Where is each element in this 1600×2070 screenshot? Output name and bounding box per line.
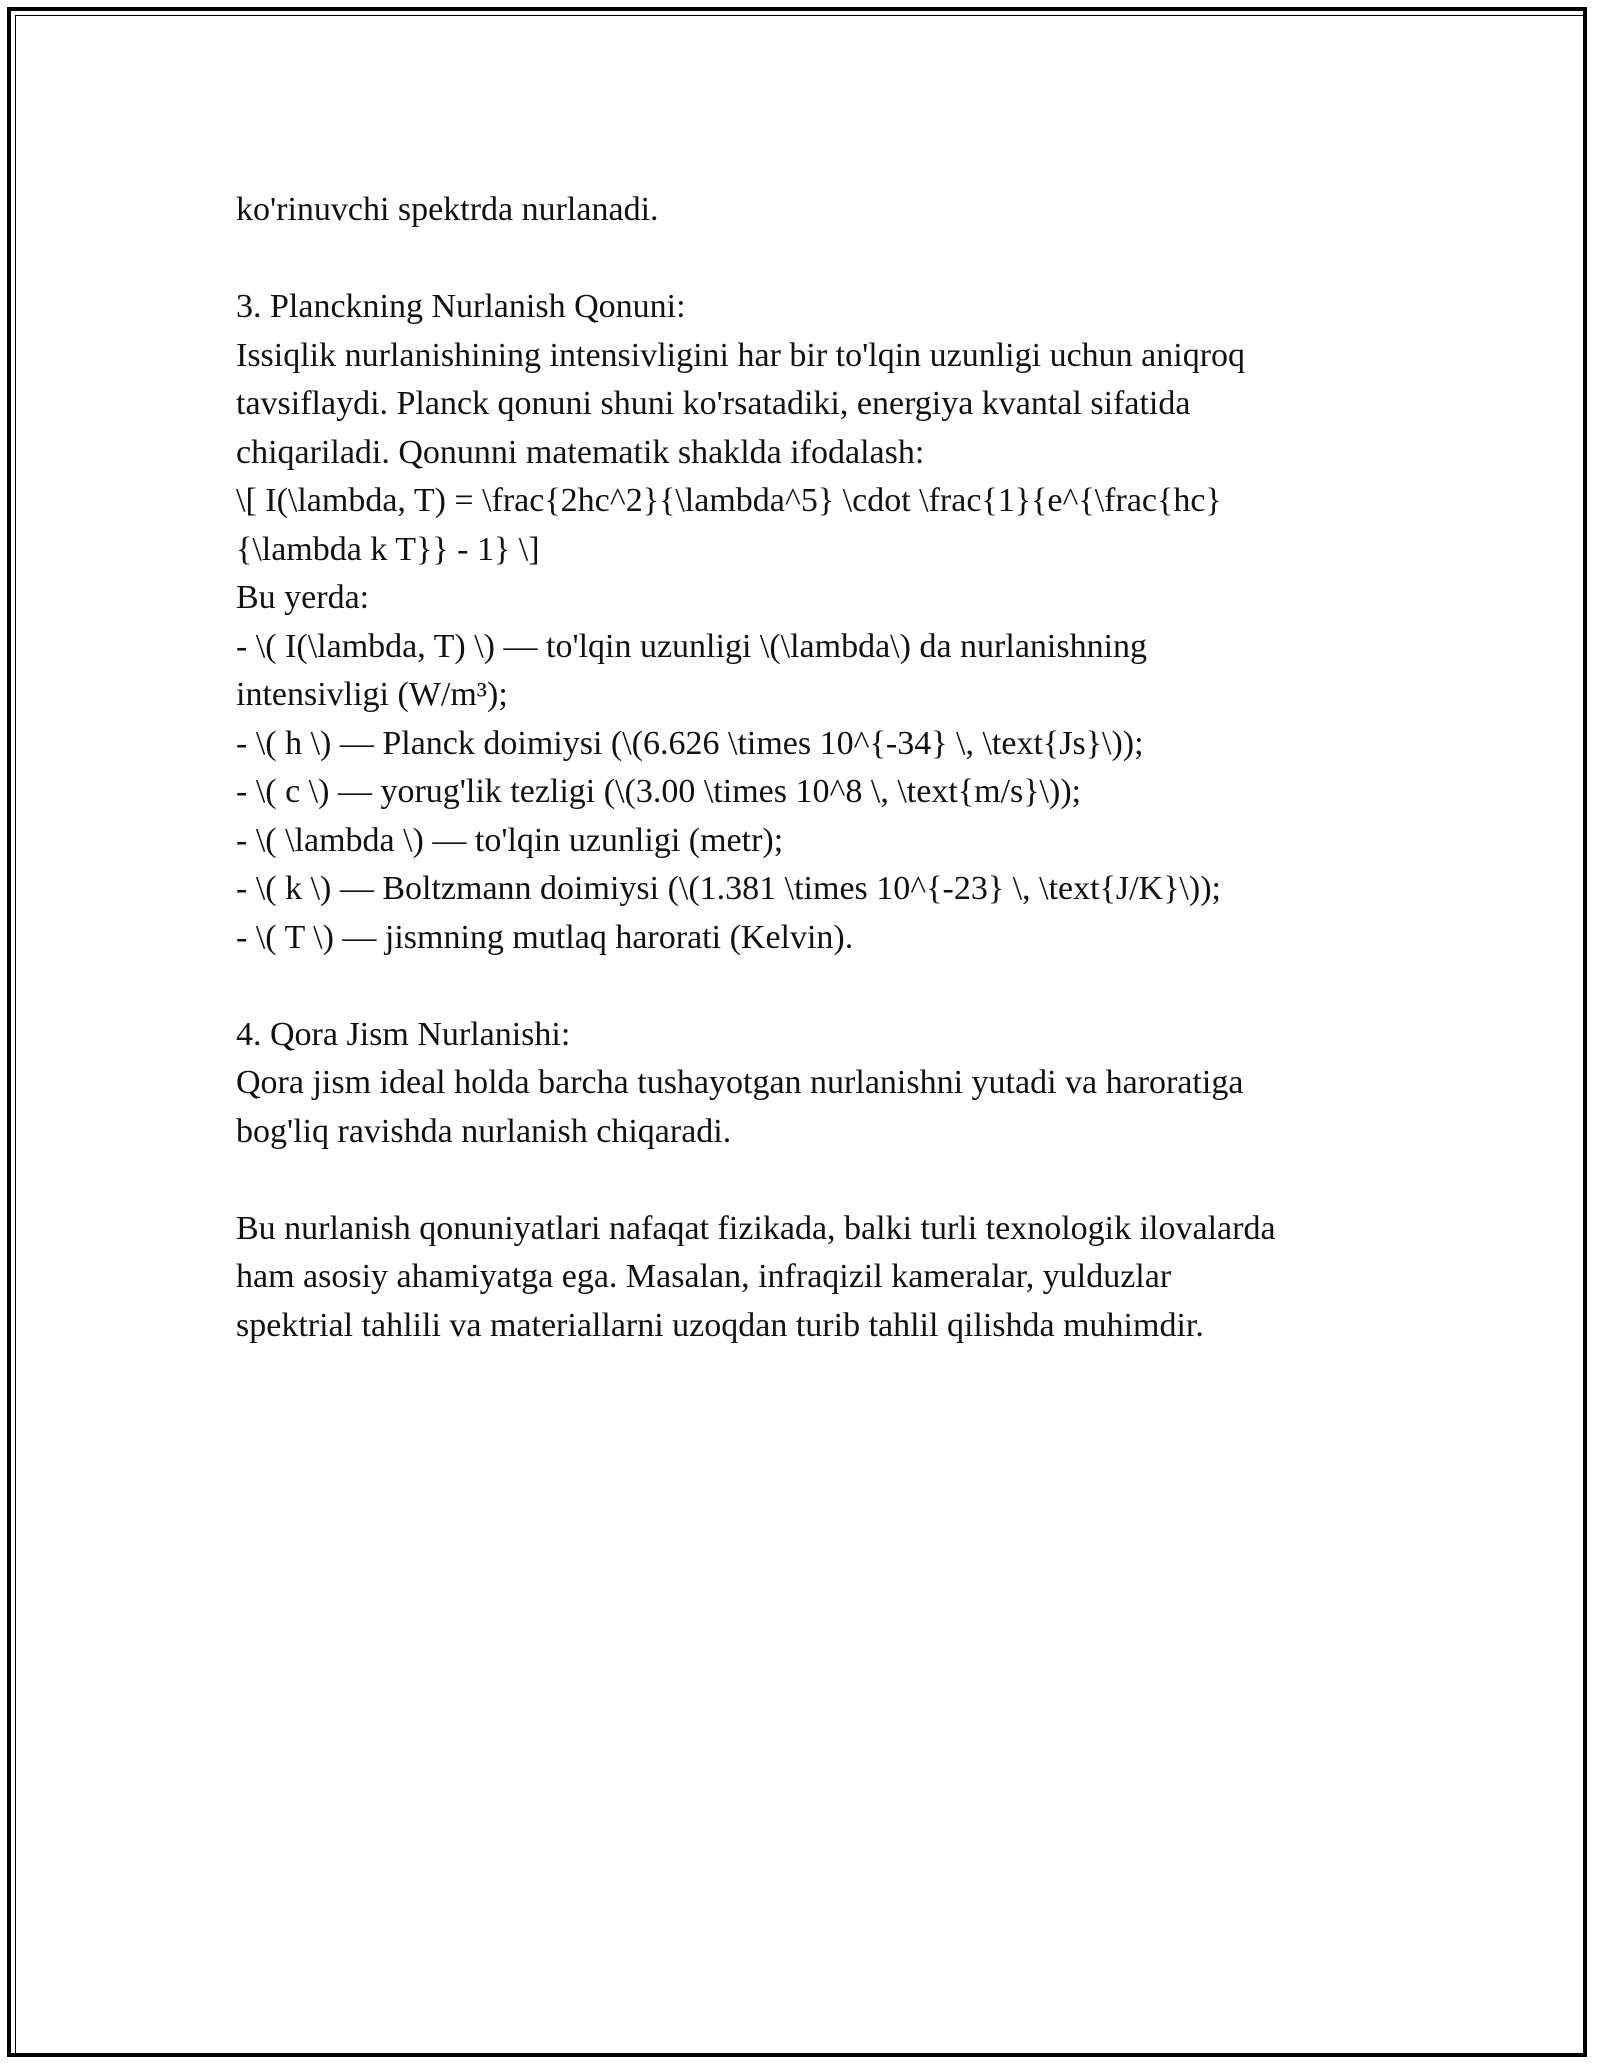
variable-definition: - \( k \) — Boltzmann doimiysi (\(1.381 \times 10^{-23} \, \text{J/K}\));: [236, 870, 1221, 907]
formula-line: \[ I(\lambda, T) = \frac{2hc^2}{\lambda^5} \cdot \frac{1}{e^{\frac{hc}: [236, 482, 1222, 519]
variable-definition: - \( T \) — jismning mutlaq harorati (Kelvin).: [236, 918, 854, 956]
section-4-line: bog'liq ravishda nurlanish chiqaradi.: [236, 1112, 732, 1150]
formula-line: {\lambda k T}} - 1} \]: [236, 530, 540, 568]
variable-definition: - \( h \) — Planck doimiysi (\(6.626 \times 10^{-34} \, \text{Js}\));: [236, 724, 1144, 762]
variable-definition: - \( I(\lambda, T) \) — to'lqin uzunligi \(\lambda\) da nurlanishning: [236, 627, 1148, 665]
paragraph-gap: [236, 235, 1416, 284]
variable-definition: intensivligi (W/m³);: [236, 676, 508, 713]
section-3-heading: 3. Planckning Nurlanish Qonuni:: [236, 288, 686, 325]
paragraph-gap: [236, 962, 1416, 1011]
section-3-line: Issiqlik nurlanishining intensivligini har bir to'lqin uzunligi uchun aniqroq: [236, 336, 1246, 374]
section-4-heading: 4. Qora Jism Nurlanishi:: [236, 1015, 571, 1053]
section-4-line: Qora jism ideal holda barcha tushayotgan nurlanishni yutadi va haroratiga: [236, 1064, 1244, 1101]
closing-line: ham asosiy ahamiyatga ega. Masalan, infraqizil kameralar, yulduzlar: [236, 1258, 1172, 1295]
intro-line: ko'rinuvchi spektrda nurlanadi.: [236, 191, 659, 228]
section-3-line: Bu yerda:: [236, 579, 370, 616]
closing-line: Bu nurlanish qonuniyatlari nafaqat fizikada, balki turli texnologik ilovalarda: [236, 1209, 1276, 1247]
section-3-line: tavsiflaydi. Planck qonuni shuni ko'rsatadiki, energiya kvantal sifatida: [236, 385, 1191, 422]
section-3-line: chiqariladi. Qonunni matematik shaklda ifodalash:: [236, 433, 925, 471]
document-body: [236, 186, 1416, 1350]
variable-definition: - \( \lambda \) — to'lqin uzunligi (metr);: [236, 821, 784, 859]
closing-line: spektrial tahlili va materiallarni uzoqdan turib tahlil qilishda muhimdir.: [236, 1306, 1204, 1344]
variable-definition: - \( c \) — yorug'lik tezligi (\(3.00 \times 10^8 \, \text{m/s}\));: [236, 773, 1082, 810]
paragraph-gap: [236, 1156, 1416, 1205]
